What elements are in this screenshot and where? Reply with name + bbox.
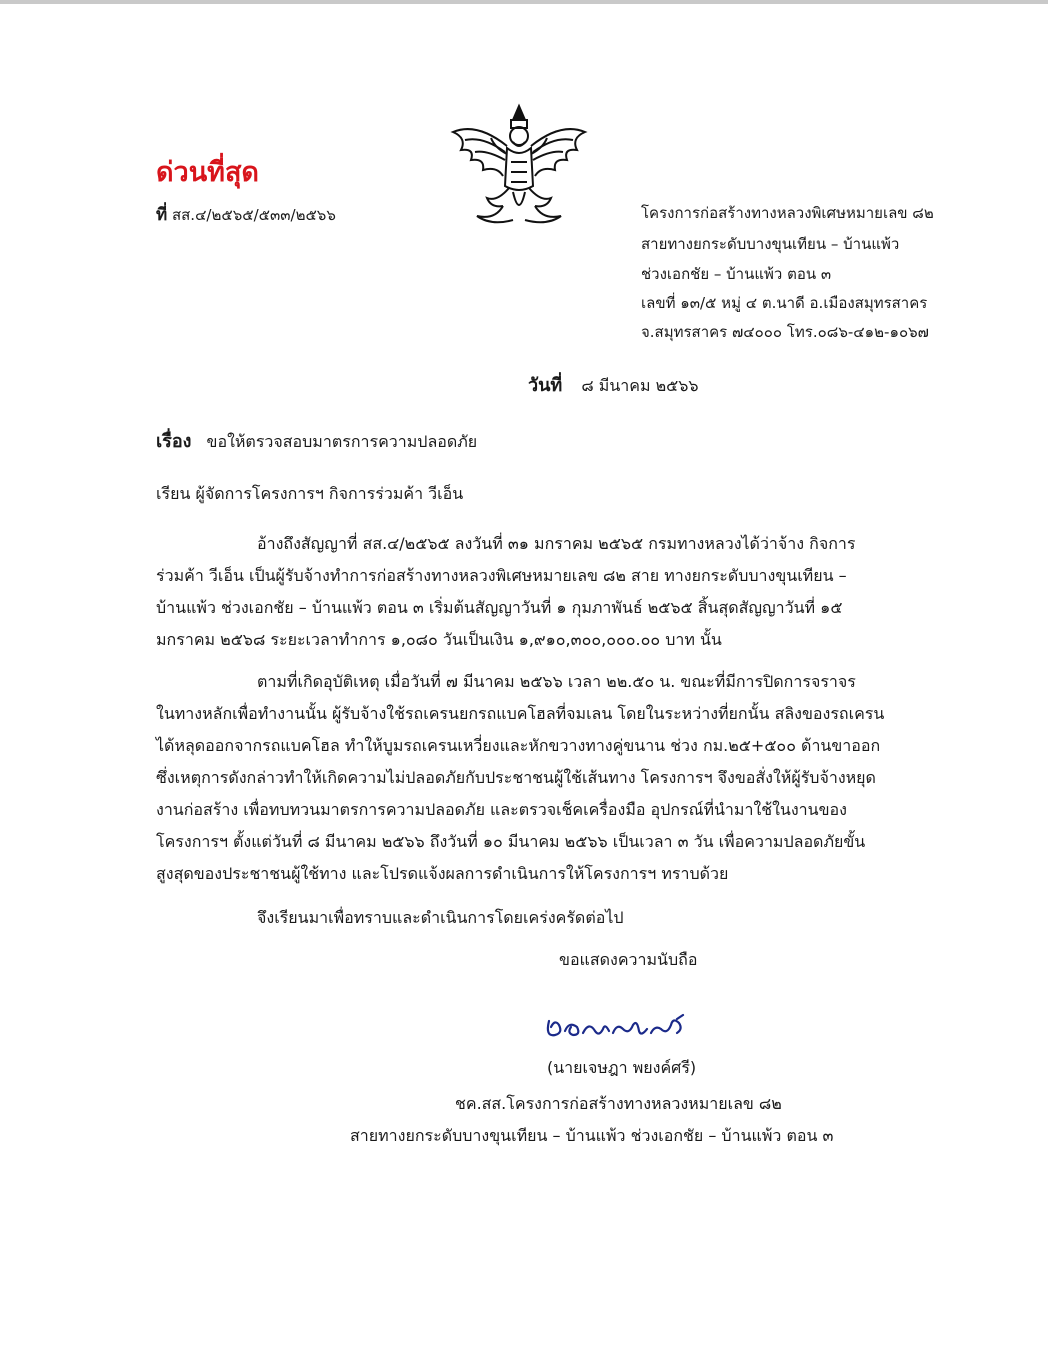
body-paragraph-2 (156, 670, 951, 900)
date-value: ๘ มีนาคม ๒๕๖๖ (581, 376, 699, 395)
document-date (528, 370, 699, 399)
document-number (156, 201, 336, 228)
document-number-value: สส.๔/๒๕๖๕/๕๓๓/๒๕๖๖ (172, 206, 336, 224)
body-line: ตามที่เกิดอุบัติเหตุ เมื่อวันที่ ๗ มีนาคม ๒๕๖๖ เวลา ๒๒.๕๐ น. ขณะที่มีการปิดการจราจร (257, 672, 856, 691)
urgency-heading: ด่วนที่สุด (156, 157, 259, 188)
body-line: อ้างถึงสัญญาที่ สส.๔/๒๕๖๕ ลงวันที่ ๓๑ มกราคม ๒๕๖๕ กรมทางหลวงได้ว่าจ้าง กิจการ (257, 534, 856, 553)
handwritten-signature-icon (543, 1011, 693, 1045)
date-label: วันที่ (528, 375, 563, 396)
body-line: ในทางหลักเพื่อทำงานนั้น ผู้รับจ้างใช้รถเครนยกรถแบคโฮลที่จมเลน โดยในระหว่างที่ยกนั้น สลิงของรถเครน (156, 704, 885, 723)
signatory-name: (นายเจษฎา พยงค์ศรี) (547, 1058, 697, 1077)
regards-text: ขอแสดงความนับถือ (559, 950, 698, 969)
page-top-border (0, 0, 1048, 4)
body-line: สูงสุดของประชาชนผู้ใช้ทาง และโปรดแจ้งผลการดำเนินการให้โครงการฯ ทราบด้วย (156, 864, 729, 883)
sender-address-line: ช่วงเอกชัย – บ้านแพ้ว ตอน ๓ (641, 265, 832, 283)
document-number-label: ที่ (156, 205, 168, 225)
body-line: มกราคม ๒๕๖๘ ระยะเวลาทำการ ๑,๐๘๐ วันเป็นเงิน ๑,๙๑๐,๓๐๐,๐๐๐.๐๐ บาท นั้น (156, 630, 722, 649)
signatory-title-line: สายทางยกระดับบางขุนเทียน – บ้านแพ้ว ช่วงเอกชัย – บ้านแพ้ว ตอน ๓ (350, 1126, 834, 1145)
recipient-line: เรียน ผู้จัดการโครงการฯ กิจการร่วมค้า วีเอ็น (156, 484, 464, 503)
body-line: บ้านแพ้ว ช่วงเอกชัย – บ้านแพ้ว ตอน ๓ เริ่มต้นสัญญาวันที่ ๑ กุมภาพันธ์ ๒๕๖๕ สิ้นสุดสัญญาวันที่ ๑๕ (156, 598, 843, 617)
body-line: ร่วมค้า วีเอ็น เป็นผู้รับจ้างทำการก่อสร้างทางหลวงพิเศษหมายเลข ๘๒ สาย ทางยกระดับบางขุนเทียน – (156, 566, 847, 585)
signatory-title-line: ชค.สส.โครงการก่อสร้างทางหลวงหมายเลข ๘๒ (455, 1094, 782, 1113)
sender-address-line: สายทางยกระดับบางขุนเทียน – บ้านแพ้ว (641, 235, 900, 253)
sender-address-line: โครงการก่อสร้างทางหลวงพิเศษหมายเลข ๘๒ (641, 204, 934, 222)
body-line: ซึ่งเหตุการดังกล่าวทำให้เกิดความไม่ปลอดภัยกับประชาชนผู้ใช้เส้นทาง โครงการฯ จึงขอสั่งให้ผู้รับจ้างหยุด (156, 768, 876, 787)
subject-line (156, 426, 477, 455)
closing-sentence: จึงเรียนมาเพื่อทราบและดำเนินการโดยเคร่งครัดต่อไป (257, 908, 624, 927)
subject-value: ขอให้ตรวจสอบมาตรการความปลอดภัย (206, 432, 478, 451)
sender-address-line: เลขที่ ๑๓/๕ หมู่ ๔ ต.นาดี อ.เมืองสมุทรสาคร (641, 294, 928, 312)
sender-address-line: จ.สมุทรสาคร ๗๔๐๐๐ โทร.๐๘๖-๔๑๒-๑๐๖๗ (641, 323, 929, 341)
garuda-emblem-icon (447, 102, 591, 230)
body-line: ได้หลุดออกจากรถแบคโฮล ทำให้บูมรถเครนเหวี่ยงและหักขวางทางคู่ขนาน ช่วง กม.๒๕+๕๐๐ ด้านขาออก (156, 736, 881, 755)
body-line: งานก่อสร้าง เพื่อทบทวนมาตรการความปลอดภัย และตรวจเช็คเครื่องมือ อุปกรณ์ที่นำมาใช้ในงานของ (156, 800, 847, 819)
body-line: โครงการฯ ตั้งแต่วันที่ ๘ มีนาคม ๒๕๖๖ ถึงวันที่ ๑๐ มีนาคม ๒๕๖๖ เป็นเวลา ๓ วัน เพื่อความปลอดภัยขั้น (156, 832, 866, 851)
body-paragraph-1 (156, 532, 951, 662)
subject-label: เรื่อง (156, 431, 192, 452)
